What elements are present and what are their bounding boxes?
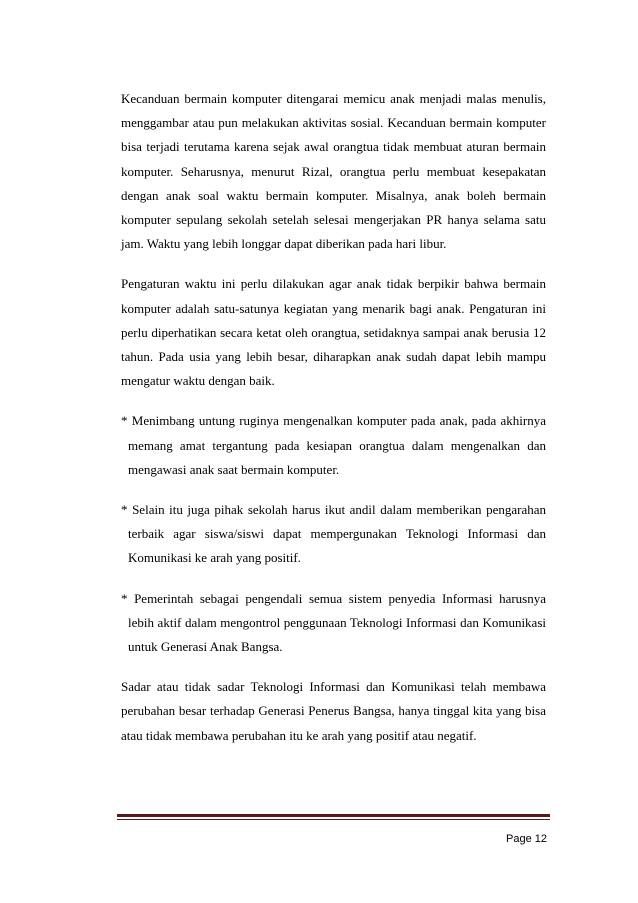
bullet-text: Menimbang untung ruginya mengenalkan komputer pada anak, pada akhirnya memang amat tergantung pada kesiapan orangtua dalam mengenalkan dan mengawasi anak saat bermain komputer. (128, 413, 546, 477)
bullet-text: Pemerintah sebagai pengendali semua sistem penyedia Informasi harusnya lebih aktif dalam mengontrol penggunaan Teknologi Informasi dan Komunikasi untuk Generasi Anak Bangsa. (128, 590, 547, 655)
page-number: Page 12 (506, 833, 547, 845)
footer-rule-thick (117, 814, 550, 817)
bullet-item-2 (121, 498, 546, 571)
bullet-text: Selain itu juga pihak sekolah harus ikut andil dalam memberikan pengarahan terbaik agar siswa/siswi dapat mempergunakan Teknologi Informasi dan Komunikasi ke arah yang positif. (128, 502, 547, 566)
page-body (121, 87, 546, 764)
closing-paragraph: Sadar atau tidak sadar Teknologi Informasi dan Komunikasi telah membawa perubahan besar terhadap Generasi Penerus Bangsa, hanya tinggal kita yang bisa atau tidak membawa perubahan itu ke arah yang positif atau negatif. (121, 679, 546, 743)
paragraph-1: Kecanduan bermain komputer ditengarai memicu anak menjadi malas menulis, menggambar atau pun melakukan aktivitas sosial. Kecanduan bermain komputer bisa terjadi terutama karena sejak awal orangtua tidak membuat aturan bermain komputer. Seharusnya, menurut Rizal, orangtua perlu membuat kesepakatan dengan anak soal waktu bermain komputer. Misalnya, anak boleh bermain komputer sepulang sekolah setelah selesai mengerjakan PR hanya selama satu jam. Waktu yang lebih longgar dapat diberikan pada hari libur. (121, 91, 546, 252)
bullet-marker: * (121, 502, 128, 518)
footer-rule-thin (117, 819, 550, 820)
bullet-marker: * (121, 590, 128, 606)
bullet-marker: * (121, 413, 128, 429)
bullet-item-3 (121, 587, 546, 660)
paragraph-2: Pengaturan waktu ini perlu dilakukan agar anak tidak berpikir bahwa bermain komputer adalah satu-satunya kegiatan yang menarik bagi anak. Pengaturan ini perlu diperhatikan secara ketat oleh orangtua, setidaknya sampai anak berusia 12 tahun. Pada usia yang lebih besar, diharapkan anak sudah dapat lebih mampu mengatur waktu dengan baik. (121, 276, 546, 389)
bullet-item-1 (121, 409, 546, 482)
